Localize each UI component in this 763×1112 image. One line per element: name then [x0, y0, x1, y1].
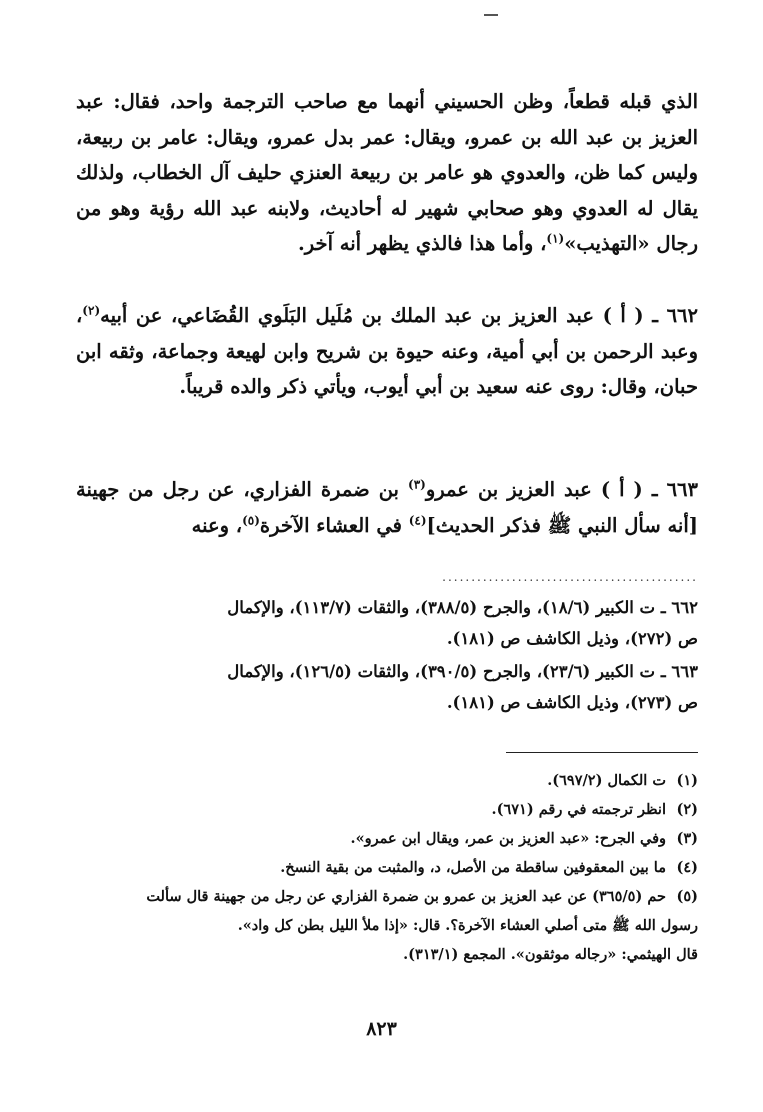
footnote-3 — [76, 824, 698, 853]
footnote-text: ما بين المعقوفين ساقطة من الأصل، د، والمثبت من بقية النسخ. — [280, 859, 666, 876]
entry-number: ٦٦٣ — [666, 478, 698, 501]
footnote-number: (٥) — [676, 888, 698, 905]
footnote-number: (٢) — [676, 801, 698, 818]
page-number: ٨٢٣ — [366, 1018, 397, 1040]
footnote-5-continuation: قال الهيثمي: «رجاله موثقون». المجمع (٣١٣/١). — [403, 946, 698, 963]
footnotes — [76, 766, 698, 969]
takhrij-662 — [76, 592, 698, 654]
takhrij-line: ٦٦٢ ـ ت الكبير (١٨/٦)، والجرح (٣٨٨/٥)، والثقات (١١٣/٧)، والإكمال — [227, 598, 698, 617]
entry-663: ٦٦٣ ـ ( أ ) عبد العزيز بن عمرو$^{(٣)}$ بن ضمرة الفزاري، عن رجل من جهينة [أنه سأل النبي ﷺ فذكر الحديث]$^{(٤)}$ في العشاء الآخرة$^{(٥)}$، وعنه — [76, 477, 698, 537]
top-edge-mark — [484, 14, 498, 16]
footnote-5 — [76, 882, 698, 911]
footnote-number: (١) — [676, 772, 698, 789]
entry-662: ٦٦٢ ـ ( أ ) عبد العزيز بن عبد الملك بن مُلَيل البَلَوي القُضَاعي، عن أبيه$^{(٢)}$، وعبد الرحمن بن أبي أمية، وعنه حيوة بن شريح وابن لهيعة وجماعة، وثقه ابن حبان، وقال: روى عنه سعيد بن أبي أيوب، ويأتي ذكر والده قريباً. — [76, 303, 698, 398]
takhrij-line: ٦٦٣ ـ ت الكبير (٢٣/٦)، والجرح (٣٩٠/٥)، والثقات (١٢٦/٥)، والإكمال — [227, 662, 698, 681]
footnote-ref-5[interactable]: (٥) — [242, 513, 260, 527]
footnote-1 — [76, 766, 698, 795]
footnote-text: انظر ترجمته في رقم (٦٧١). — [491, 801, 666, 818]
entry-number: ٦٦٢ — [666, 304, 698, 327]
intro-paragraph-block — [76, 84, 698, 276]
footnote-ref-2[interactable]: (٢) — [82, 303, 101, 318]
footnote-number: (٤) — [676, 859, 698, 876]
takhrij-663 — [76, 656, 698, 718]
entry-mark: ( أ ) — [602, 304, 644, 327]
entry-mark: ( أ ) — [600, 478, 643, 501]
footnote-ref-3[interactable]: (٣) — [408, 477, 426, 492]
footnote-ref-4[interactable]: (٤) — [408, 513, 427, 527]
takhrij-line: ص (٢٧٣)، وذيل الكاشف ص (١٨١). — [446, 693, 698, 712]
footnote-4 — [76, 853, 698, 882]
footnote-text: ت الكمال (٦٩٧/٢). — [547, 772, 666, 789]
footnote-divider — [506, 752, 698, 753]
footnote-5-continuation: رسول الله ﷺ متى أصلي العشاء الآخرة؟. قال: «إذا ملأ الليل بطن كل واد». — [237, 917, 698, 934]
takhrij-line: ص (٢٧٢)، وذيل الكاشف ص (١٨١). — [446, 629, 698, 648]
footnote-text: وفي الجرح: «عبد العزيز بن عمر، ويقال ابن عمرو». — [350, 830, 666, 847]
footnote-ref-1[interactable]: (١) — [546, 231, 565, 246]
footnote-2 — [76, 795, 698, 824]
intro-paragraph: الذي قبله قطعاً، وظن الحسيني أنهما مع صاحب الترجمة واحد، فقال: عبد العزيز بن عبد الله بن عمرو، ويقال: عمر بدل عمرو، ويقال: عامر بن ربيعة، وليس كما ظن، والعدوي هو عامر بن ربيعة العنزي حليف آل الخطاب، ولذلك يقال له العدوي وهو صحابي شهير له أحاديث، ولابنه عبد الله رؤية وهو من رجال «التهذيب»$^{(١)}$، وأما هذا فالذي يظهر أنه آخر. — [76, 90, 698, 255]
footnote-number: (٣) — [676, 830, 698, 847]
dotted-separator: ............................................ — [442, 570, 698, 584]
footnote-text: حم (٣٦٥/٥) عن عبد العزيز بن عمرو بن ضمرة الفزاري عن رجل من جهينة قال سألت — [146, 888, 666, 905]
